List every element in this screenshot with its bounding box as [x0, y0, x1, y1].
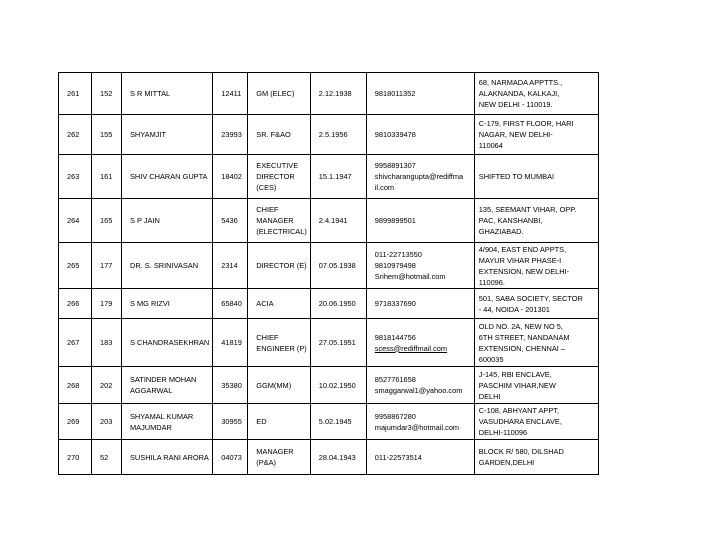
contact-line: il.com: [374, 183, 395, 192]
designation-line: DIRECTOR: [256, 172, 295, 181]
cell-address: [474, 440, 598, 475]
name-line: AGGARWAL: [130, 386, 173, 395]
cell-code: [213, 367, 248, 404]
cell-code: [213, 155, 248, 199]
name-line: SHIV CHARAN GUPTA: [130, 172, 208, 181]
address-line: BLOCK R/ 580, DILSHAD: [478, 447, 564, 456]
contact-line: 011-22573514: [374, 452, 422, 462]
designation-line: ACIA: [256, 299, 274, 308]
id-value: 202: [100, 380, 113, 390]
cell-address: [474, 199, 598, 243]
contact-line: 9899899501: [374, 216, 416, 225]
cell-designation: [248, 243, 311, 289]
designation-line: CHIEF: [256, 205, 279, 214]
name-line: S R MITTAL: [130, 89, 171, 98]
cell-name: [122, 155, 213, 199]
sno-value: 270: [67, 452, 80, 462]
designation-line: EXECUTIVE: [256, 161, 299, 170]
sno-value: 265: [67, 261, 80, 270]
address-line: SHIFTED TO MUMBAI: [478, 172, 555, 181]
designation-line: (CES): [256, 183, 277, 192]
code-value: 12411: [221, 89, 242, 98]
cell-id: [92, 404, 122, 440]
name-line: MAJUMDAR: [130, 422, 172, 432]
address-line: C-179, FIRST FLOOR, HARI: [478, 119, 574, 128]
name-line: S CHANDRASEKHRAN: [130, 338, 210, 347]
cell-code: [213, 440, 248, 475]
contact-line: 9810339478: [374, 130, 416, 139]
cell-address: [474, 73, 598, 115]
cell-designation: [248, 73, 311, 115]
cell-code: [213, 243, 248, 289]
contact-line: smaggarwal1@yahoo.com: [374, 386, 463, 395]
name-line: S MG RIZVI: [130, 299, 170, 308]
sno-value: 264: [67, 216, 80, 225]
table-row: [59, 115, 599, 155]
contact-line: 9958891307: [374, 161, 416, 170]
address-line: 68, NARMADA APPTTS.,: [478, 78, 563, 87]
dob-value: 27.05.1951: [318, 338, 356, 347]
designation-line: GM (ELEC): [256, 89, 295, 98]
table-row: [59, 73, 599, 115]
designation-line: GGM(MM): [256, 380, 292, 390]
cell-sno: [59, 199, 92, 243]
cell-dob: [310, 404, 366, 440]
cell-contact: [366, 243, 474, 289]
id-value: 155: [100, 130, 113, 139]
cell-id: [92, 115, 122, 155]
cell-contact: [366, 155, 474, 199]
cell-dob: [310, 319, 366, 367]
cell-sno: [59, 155, 92, 199]
contact-line: majumdar3@hotmail.com: [374, 422, 460, 432]
id-value: 203: [100, 417, 113, 426]
cell-sno: [59, 367, 92, 404]
address-line: NEW DELHI - 110019.: [478, 100, 553, 109]
cell-address: [474, 289, 598, 319]
cell-code: [213, 199, 248, 243]
table-row: [59, 319, 599, 367]
address-line: 4/904, EAST END APPTS,: [478, 244, 567, 254]
name-line: S P JAIN: [130, 216, 160, 225]
name-line: SHYAMJIT: [130, 130, 166, 139]
code-value: 23993: [221, 130, 242, 139]
cell-contact: [366, 289, 474, 319]
cell-id: [92, 367, 122, 404]
address-line: - 44, NOIDA - 201301: [478, 304, 550, 314]
name-line: DR. S. SRINIVASAN: [130, 261, 199, 270]
cell-contact: [366, 199, 474, 243]
address-line: GARDEN,DELHI: [478, 458, 535, 467]
dob-value: 2.12.1938: [318, 89, 352, 98]
cell-dob: [310, 199, 366, 243]
cell-address: [474, 115, 598, 155]
address-line: EXTENSION, NEW DELHI-: [478, 266, 570, 276]
contact-line: 9718337690: [374, 299, 416, 308]
table-row: [59, 155, 599, 199]
table-row: [59, 243, 599, 289]
address-line: 110064: [478, 141, 503, 150]
sno-value: 269: [67, 417, 80, 426]
sno-value: 268: [67, 380, 80, 390]
contact-line: 9810979498: [374, 261, 416, 270]
code-value: 41819: [221, 338, 242, 347]
cell-address: [474, 404, 598, 440]
cell-code: [213, 319, 248, 367]
code-value: 18402: [221, 172, 242, 181]
cell-name: [122, 367, 213, 404]
name-line: SHYAMAL KUMAR: [130, 411, 194, 421]
cell-id: [92, 289, 122, 319]
cell-id: [92, 73, 122, 115]
cell-sno: [59, 319, 92, 367]
contact-line: 011-22713550: [374, 250, 422, 259]
cell-designation: [248, 155, 311, 199]
cell-code: [213, 404, 248, 440]
address-line: GHAZIABAD.: [478, 227, 524, 236]
cell-designation: [248, 404, 311, 440]
cell-sno: [59, 440, 92, 475]
cell-name: [122, 73, 213, 115]
cell-code: [213, 115, 248, 155]
cell-id: [92, 440, 122, 475]
address-line: 600035: [478, 354, 504, 364]
cell-sno: [59, 289, 92, 319]
address-line: DELHI: [478, 391, 501, 401]
cell-designation: [248, 199, 311, 243]
dob-value: 2.4.1941: [318, 216, 348, 225]
cell-designation: [248, 115, 311, 155]
table-row: [59, 289, 599, 319]
cell-dob: [310, 155, 366, 199]
address-line: PASCHIM VIHAR,NEW: [478, 380, 556, 390]
address-line: 6TH STREET, NANDANAM: [478, 332, 570, 342]
sno-value: 267: [67, 338, 80, 347]
cell-id: [92, 319, 122, 367]
dob-value: 2.5.1956: [318, 130, 348, 139]
designation-line: (ELECTRICAL): [256, 227, 307, 236]
id-value: 52: [100, 452, 109, 462]
table-row: [59, 440, 599, 475]
cell-contact: [366, 73, 474, 115]
sno-value: 261: [67, 89, 80, 98]
dob-value: 10.02.1950: [318, 380, 356, 390]
cell-dob: [310, 440, 366, 475]
address-line: NAGAR, NEW DELHI-: [478, 130, 553, 139]
designation-line: ENGINEER (P): [256, 343, 307, 353]
dob-value: 15.1.1947: [318, 172, 352, 181]
address-line: 135, SEEMANT VIHAR, OPP.: [478, 205, 577, 214]
cell-dob: [310, 73, 366, 115]
address-line: OLD NO. 2A, NEW NO 5,: [478, 321, 563, 331]
id-value: 152: [100, 89, 113, 98]
cell-designation: [248, 440, 311, 475]
cell-contact: [366, 115, 474, 155]
cell-code: [213, 73, 248, 115]
cell-id: [92, 243, 122, 289]
cell-name: [122, 199, 213, 243]
cell-name: [122, 404, 213, 440]
cell-designation: [248, 367, 311, 404]
address-line: 501, SABA SOCIETY, SECTOR: [478, 293, 583, 303]
name-line: SATINDER MOHAN: [130, 375, 197, 384]
sno-value: 266: [67, 299, 80, 308]
cell-contact: [366, 319, 474, 367]
designation-line: ED: [256, 417, 267, 426]
cell-name: [122, 243, 213, 289]
id-value: 161: [100, 172, 113, 181]
designation-line: (P&A): [256, 458, 276, 467]
cell-code: [213, 289, 248, 319]
cell-sno: [59, 404, 92, 440]
cell-sno: [59, 243, 92, 289]
cell-dob: [310, 115, 366, 155]
address-line: 110096.: [478, 277, 505, 287]
cell-address: [474, 367, 598, 404]
cell-contact: [366, 367, 474, 404]
sno-value: 262: [67, 130, 80, 139]
dob-value: 28.04.1943: [318, 452, 356, 462]
cell-name: [122, 440, 213, 475]
address-line: PAC, KANSHANBI,: [478, 216, 543, 225]
address-line: DELHI-110096: [478, 428, 528, 437]
address-line: C-108, ABHYANT APPT,: [478, 406, 560, 415]
contact-line: 9958867280: [374, 411, 416, 421]
cell-contact: [366, 404, 474, 440]
address-line: VASUDHARA ENCLAVE,: [478, 417, 562, 426]
email-link[interactable]: scess@rediffmail.com: [374, 343, 448, 353]
cell-name: [122, 319, 213, 367]
designation-line: DIRECTOR (E): [256, 261, 307, 270]
cell-address: [474, 319, 598, 367]
code-value: 2314: [221, 261, 238, 270]
code-value: 65840: [221, 299, 242, 308]
code-value: 30955: [221, 417, 242, 426]
contact-line: shivcharangupta@rediffma: [374, 172, 464, 181]
address-line: MAYUR VIHAR PHASE-I: [478, 255, 562, 265]
cell-contact: [366, 440, 474, 475]
cell-id: [92, 199, 122, 243]
cell-name: [122, 115, 213, 155]
id-value: 177: [100, 261, 113, 270]
dob-value: 20.06.1950: [318, 299, 356, 308]
cell-designation: [248, 289, 311, 319]
address-line: J-145, RBI ENCLAVE,: [478, 369, 552, 379]
name-line: SUSHILA RANI ARORA: [130, 452, 209, 462]
cell-address: [474, 243, 598, 289]
dob-value: 07.05.1938: [318, 261, 356, 270]
code-value: 35380: [221, 380, 242, 390]
cell-dob: [310, 243, 366, 289]
cell-sno: [59, 73, 92, 115]
cell-sno: [59, 115, 92, 155]
cell-dob: [310, 367, 366, 404]
sno-value: 263: [67, 172, 80, 181]
cell-designation: [248, 319, 311, 367]
address-line: ALAKNANDA, KALKAJI,: [478, 89, 560, 98]
cell-id: [92, 155, 122, 199]
id-value: 179: [100, 299, 113, 308]
id-value: 183: [100, 338, 113, 347]
code-value: 04073: [221, 452, 242, 462]
table-row: [59, 199, 599, 243]
cell-name: [122, 289, 213, 319]
cell-dob: [310, 289, 366, 319]
contact-line: 9818011352: [374, 89, 416, 98]
contact-line: 9818144756: [374, 332, 416, 342]
contact-line: 8527761658: [374, 375, 416, 384]
employee-table: [58, 72, 599, 475]
table-body: [59, 73, 599, 475]
contact-line: Srihem@hotmail.com: [374, 272, 446, 281]
designation-line: MANAGER: [256, 447, 294, 456]
designation-line: SR. F&AO: [256, 130, 291, 139]
cell-address: [474, 155, 598, 199]
table-row: [59, 367, 599, 404]
code-value: 5436: [221, 216, 238, 225]
designation-line: MANAGER: [256, 216, 294, 225]
address-line: EXTENSION, CHENNAI –: [478, 343, 566, 353]
dob-value: 5.02.1945: [318, 417, 352, 426]
table-row: [59, 404, 599, 440]
id-value: 165: [100, 216, 113, 225]
designation-line: CHIEF: [256, 332, 279, 342]
